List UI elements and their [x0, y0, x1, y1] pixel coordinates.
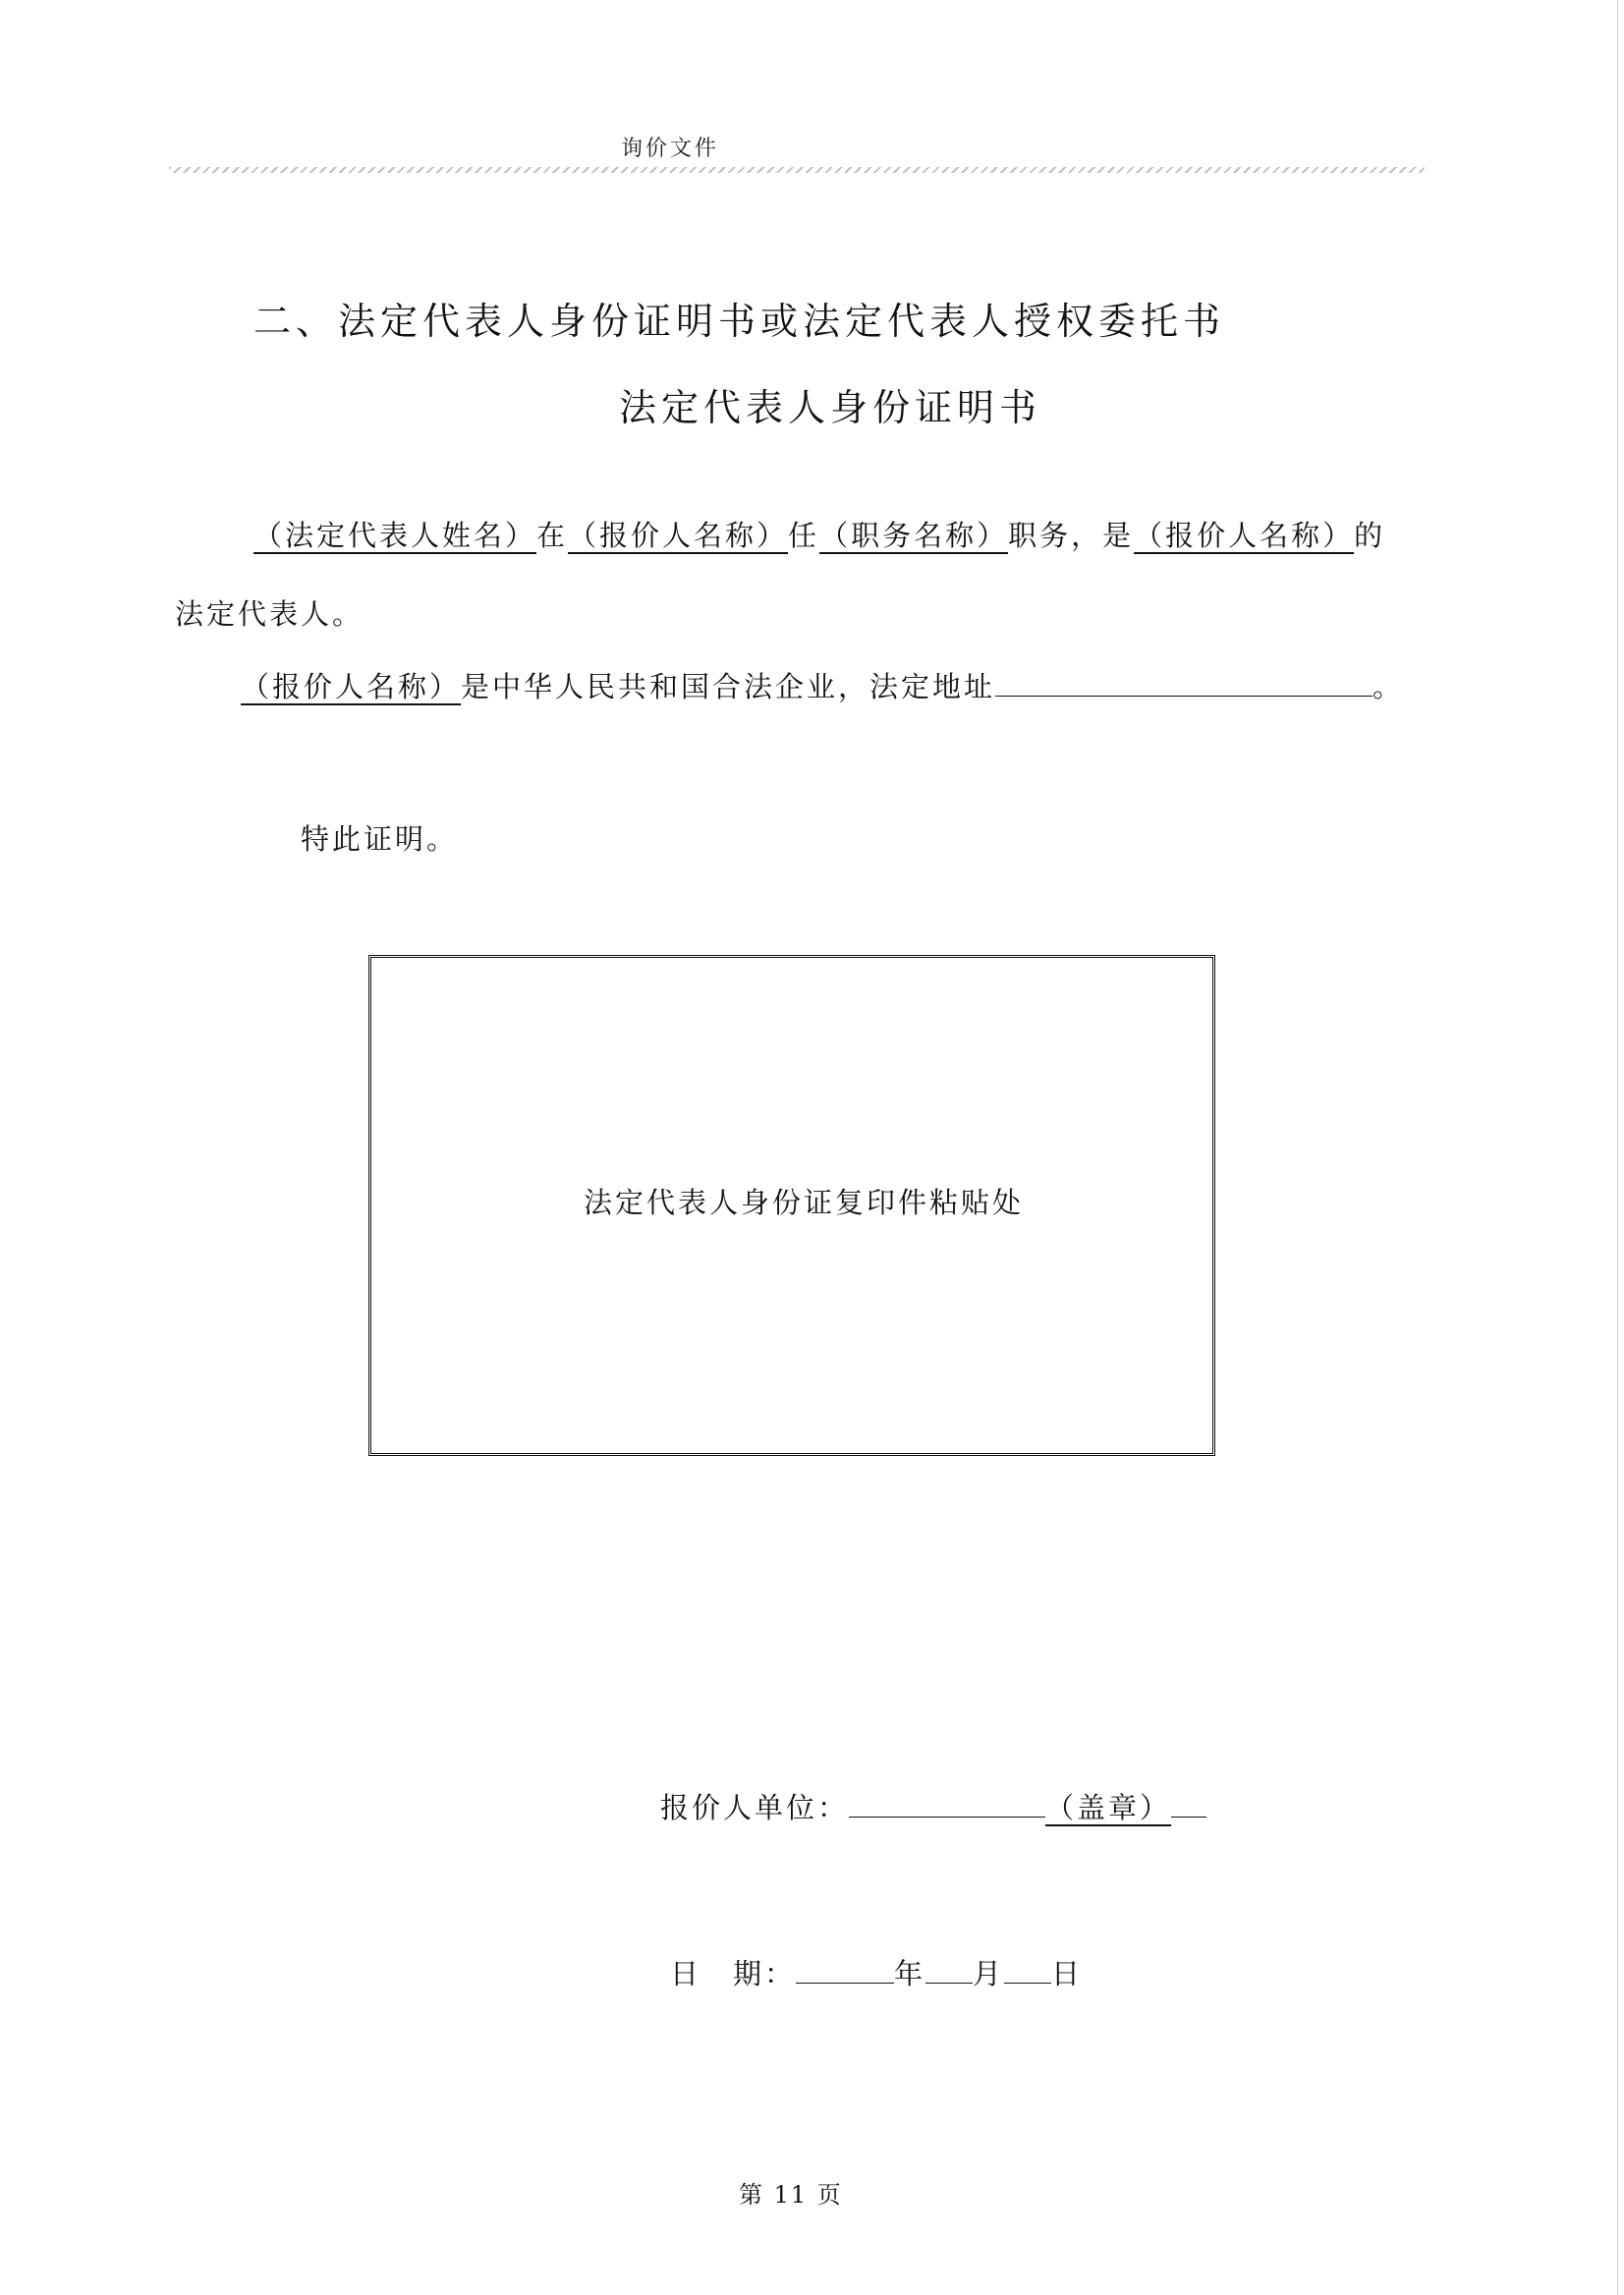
text-duty: 职务，是: [1008, 519, 1135, 552]
month-label: 月: [973, 1957, 1005, 1990]
field-bidder-name: （报价人名称）: [241, 670, 462, 703]
signature-date-line: [670, 1952, 1083, 1992]
year-blank: [796, 1954, 894, 1984]
paragraph-2: [241, 665, 1404, 705]
signature-unit-line: [660, 1786, 1206, 1826]
paragraph-2-text: 是中华人民共和国合法企业，法定地址: [461, 670, 996, 703]
paragraph-2-end: 。: [1372, 670, 1405, 703]
closing-statement: 特此证明。: [301, 822, 459, 856]
scan-edge-line: [1617, 0, 1618, 2295]
running-header: 询价文件: [621, 137, 720, 161]
header-rule: [169, 167, 1425, 173]
id-copy-box-label: 法定代表人身份证复印件粘贴处: [584, 1186, 1025, 1219]
text-in: 在: [536, 519, 569, 552]
year-label: 年: [894, 1957, 926, 1990]
unit-label: 报价人单位：: [660, 1791, 850, 1824]
unit-blank: [849, 1788, 1045, 1818]
day-blank: [1004, 1954, 1051, 1984]
section-heading: 二、法定代表人身份证明书或法定代表人授权委托书: [253, 300, 1226, 343]
month-blank: [925, 1954, 973, 1984]
field-bidder-name: （报价人名称）: [1134, 519, 1355, 552]
text-of: 的: [1354, 519, 1386, 552]
paragraph-1-line-1: [253, 514, 1385, 554]
document-title: 法定代表人身份证明书: [619, 386, 1042, 429]
field-rep-name: （法定代表人姓名）: [253, 519, 537, 552]
day-label: 日: [1051, 1957, 1084, 1990]
seal-blank: [1171, 1788, 1206, 1818]
text-serve: 任: [788, 519, 820, 552]
date-label: 日 期：: [670, 1957, 797, 1990]
seal-label: （盖章）: [1045, 1791, 1172, 1824]
page-number: 第 11 页: [739, 2181, 843, 2209]
address-blank: [995, 667, 1372, 697]
paragraph-1-line-2: 法定代表人。: [175, 597, 364, 631]
field-position: （职务名称）: [819, 519, 1009, 552]
field-bidder-name: （报价人名称）: [568, 519, 789, 552]
